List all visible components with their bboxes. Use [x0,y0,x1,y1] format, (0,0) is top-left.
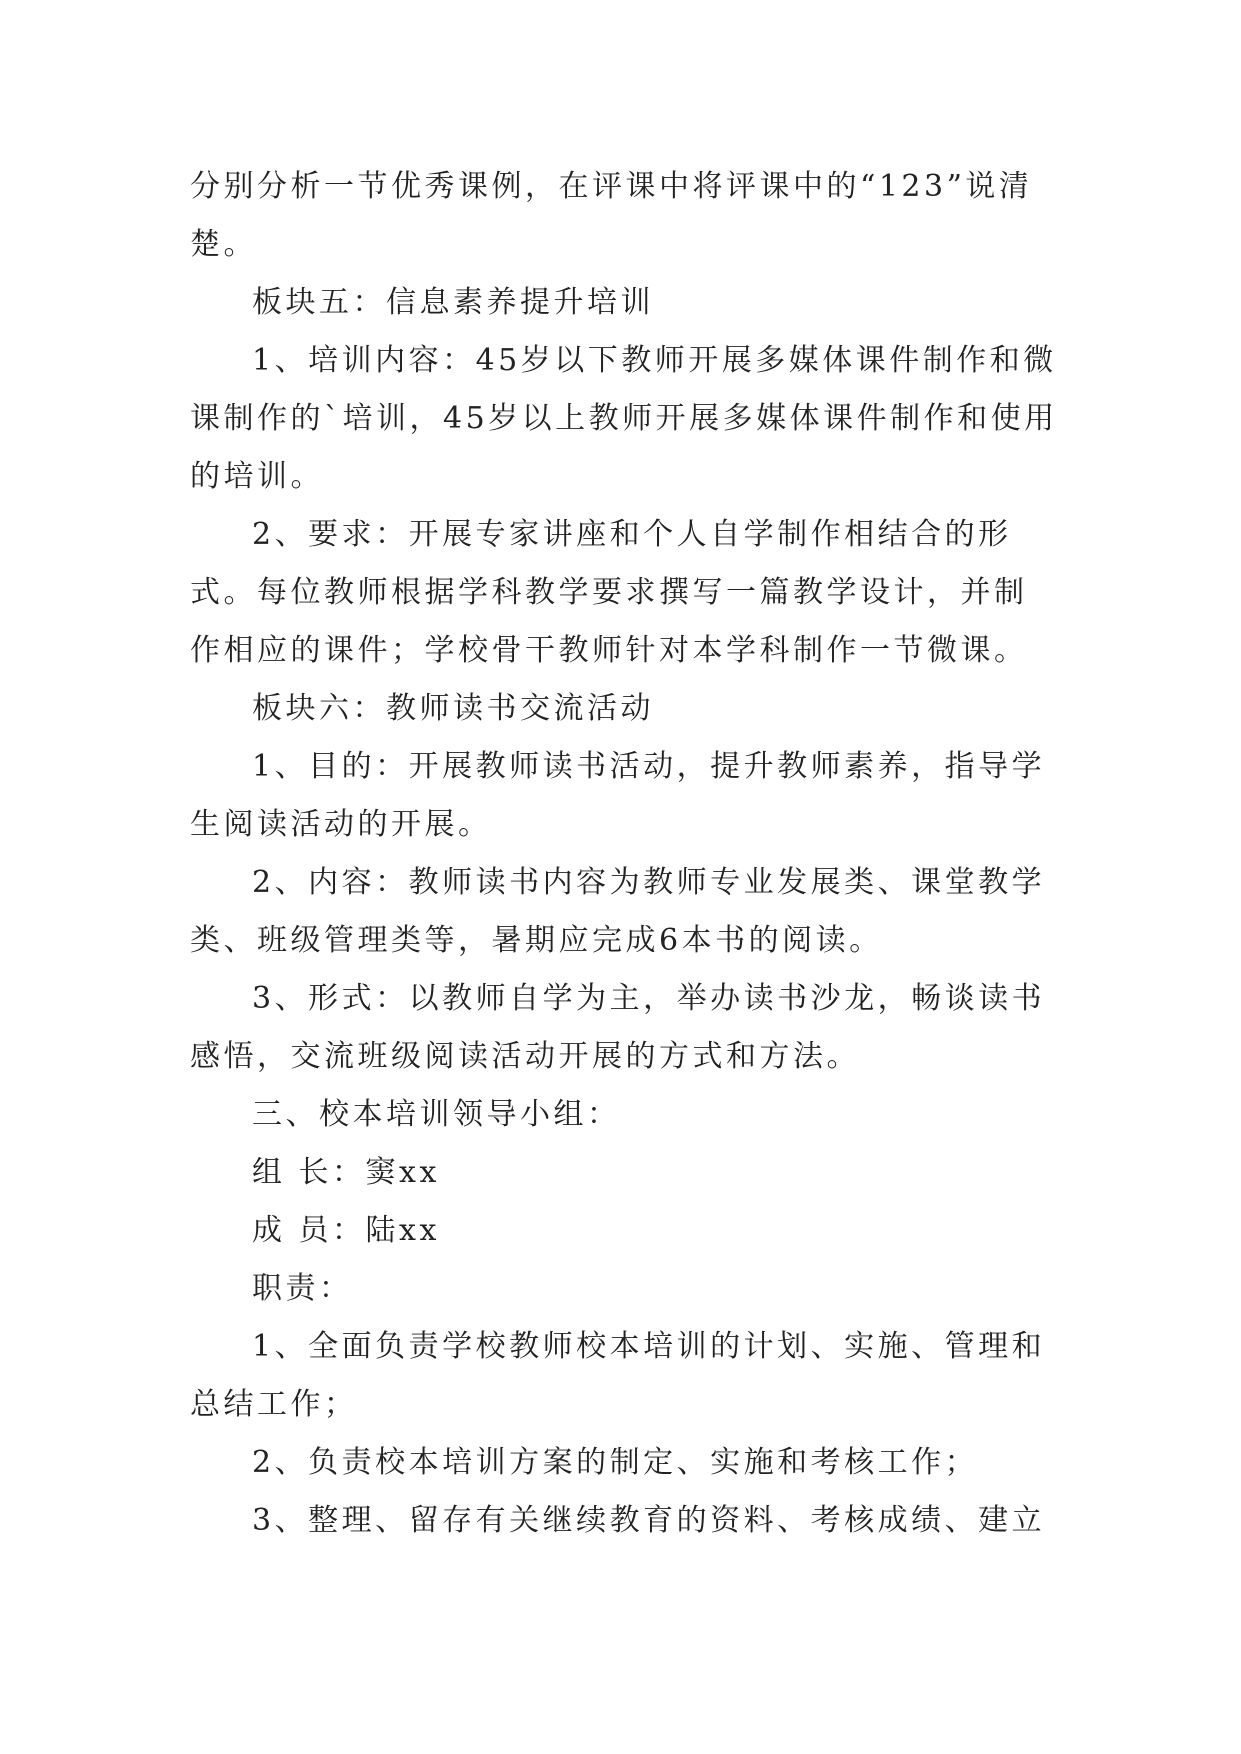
paragraph-training-requirements: 2、要求：开展专家讲座和个人自学制作相结合的形式。每位教师根据学科教学要求撰写一篇教学设计，并制作相应的课件；学校骨干教师针对本学科制作一节微课。 [190,517,1028,668]
paragraph-case-analysis: 分别分析一节优秀课例，在评课中将评课中的“123”说清楚。 [190,169,1033,262]
section-heading-duties: 职责： [252,1271,353,1306]
paragraph-duty-three: 3、整理、留存有关继续教育的资料、考核成绩、建立 [252,1503,1046,1538]
paragraph-duty-two: 2、负责校本培训方案的制定、实施和考核工作； [252,1445,979,1480]
document-body [190,158,1060,1550]
section-heading-module-six: 板块六：教师读书交流活动 [252,691,654,726]
paragraph-reading-purpose: 1、目的：开展教师读书活动，提升教师素养，指导学生阅读活动的开展。 [190,749,1046,842]
section-heading-module-five: 板块五：信息素养提升培训 [252,285,654,320]
paragraph-training-content: 1、培训内容：45岁以下教师开展多媒体课件制作和微课制作的`培训，45岁以上教师开展多媒体课件制作和使用的培训。 [190,343,1058,494]
paragraph-duty-one: 1、全面负责学校教师校本培训的计划、实施、管理和总结工作； [190,1329,1046,1422]
section-heading-leadership-group: 三、校本培训领导小组： [252,1097,621,1132]
paragraph-group-members: 成 员：陆xx [252,1213,440,1248]
paragraph-reading-format: 3、形式：以教师自学为主，举办读书沙龙，畅谈读书感悟，交流班级阅读活动开展的方式和方法。 [190,981,1046,1074]
paragraph-group-leader: 组 长：窦xx [252,1155,440,1190]
paragraph-reading-content: 2、内容：教师读书内容为教师专业发展类、课堂教学类、班级管理类等，暑期应完成6本书的阅读。 [190,865,1046,958]
